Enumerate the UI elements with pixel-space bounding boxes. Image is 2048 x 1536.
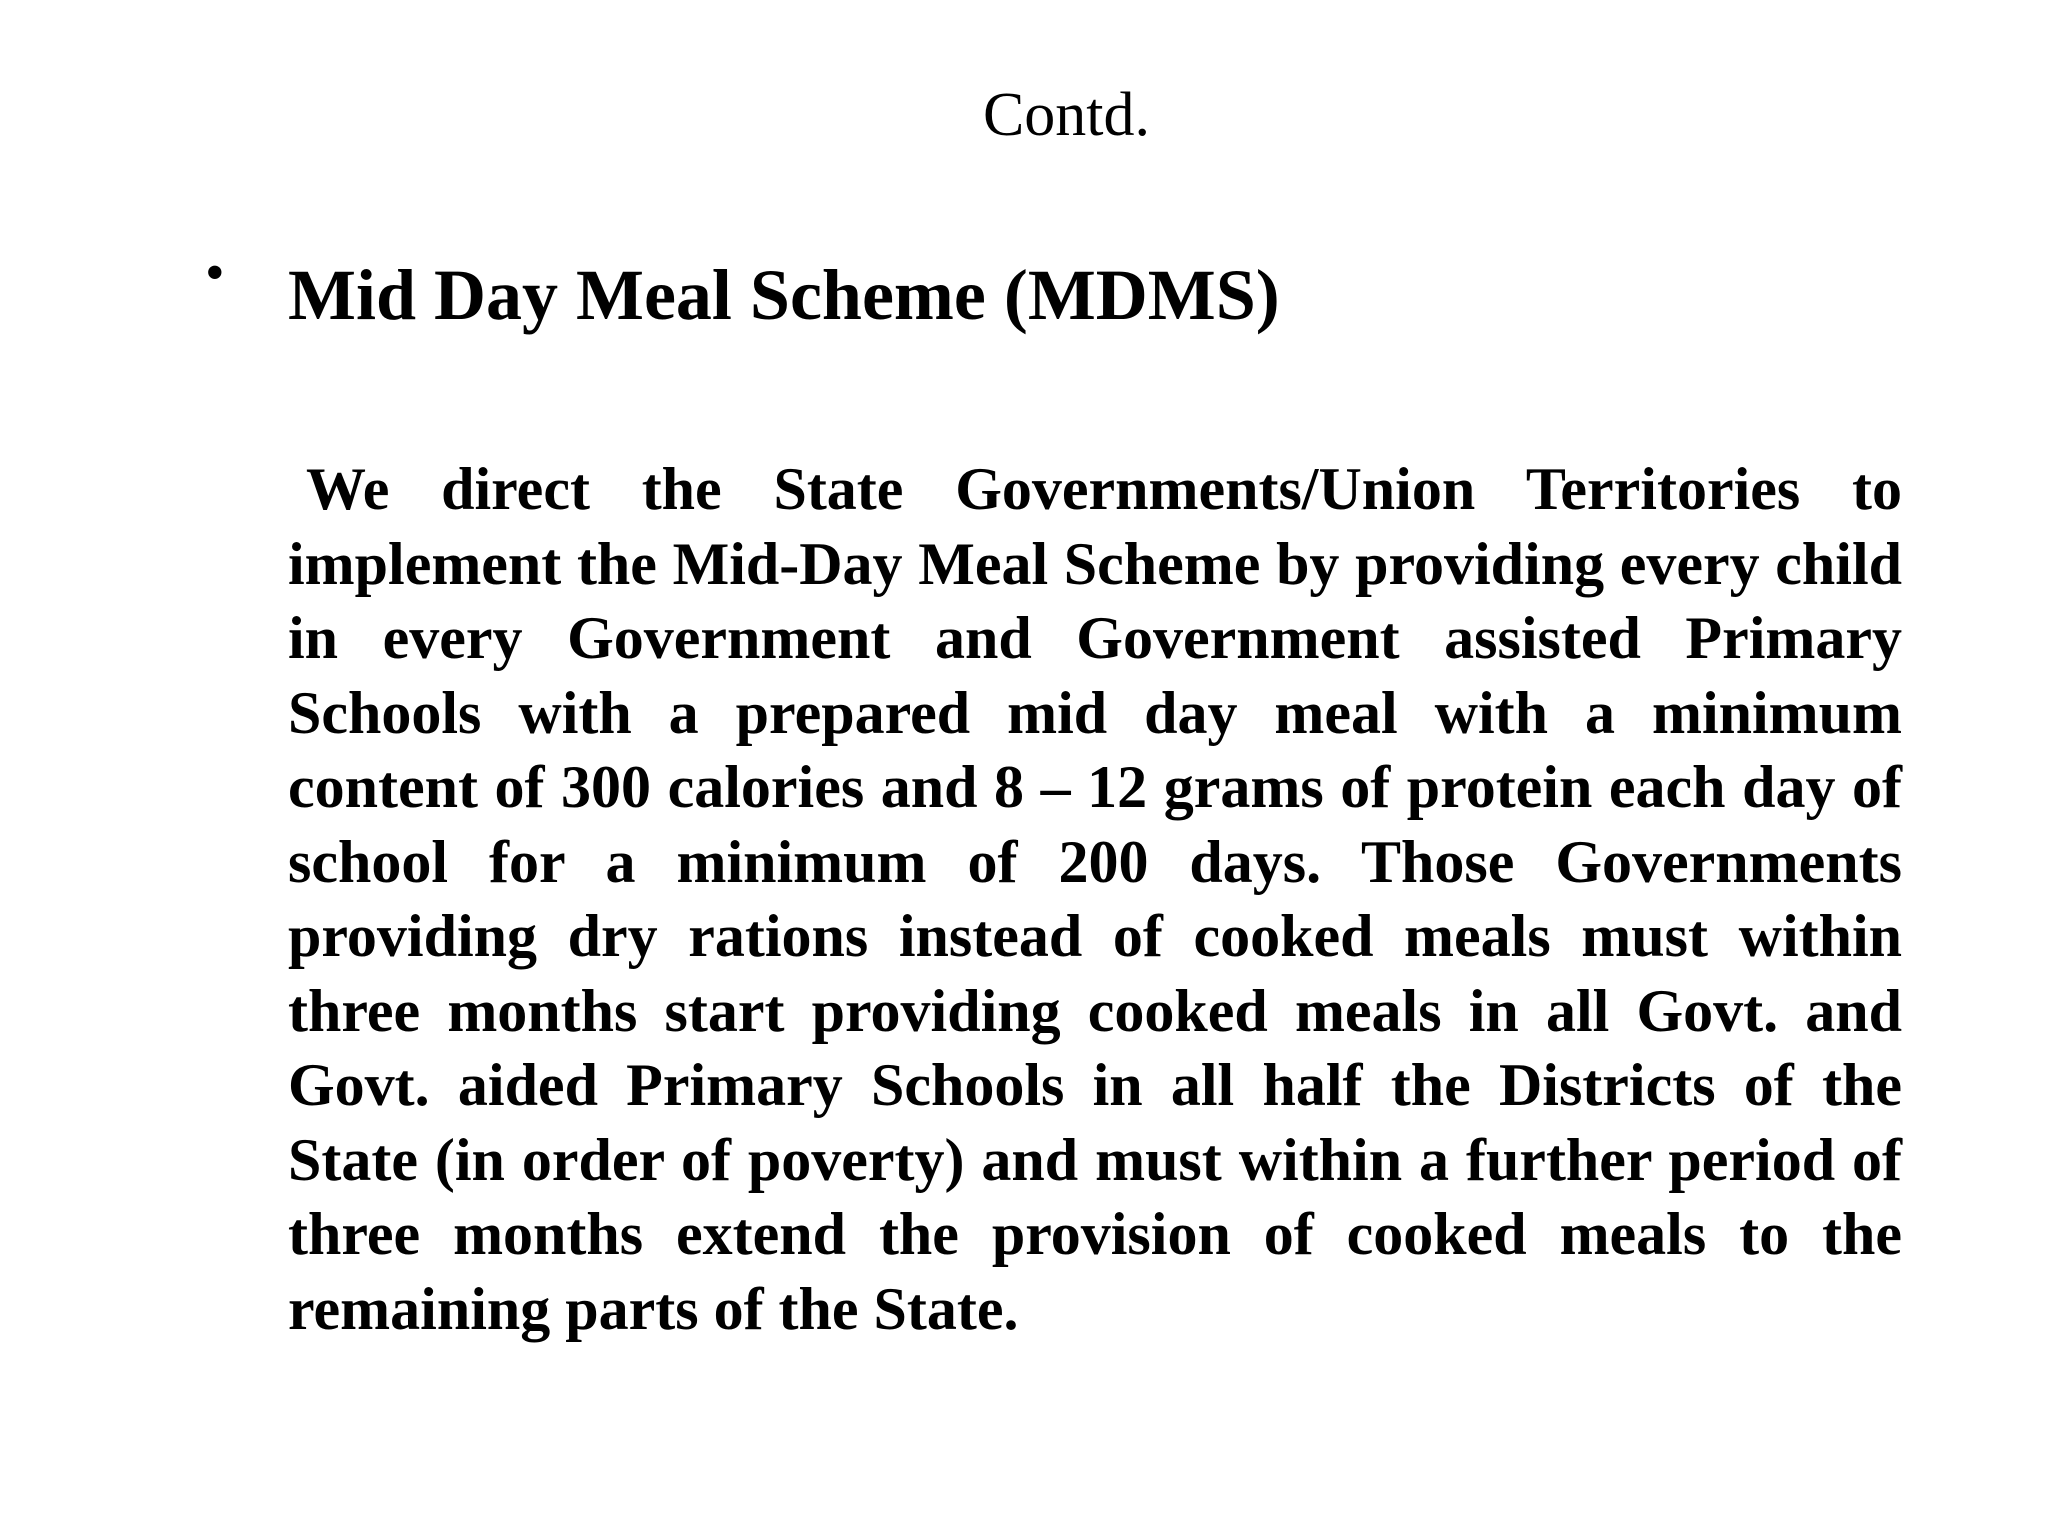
body-paragraph [288, 452, 1902, 1346]
slide-title: Contd. [982, 81, 1151, 149]
bullet-icon: • [205, 242, 225, 304]
body-text: We direct the State Governments/Union Territories to implement the Mid-Day Meal Scheme by providing every child in every Government and Government assisted Primary Schools with a prepared mid day meal with a minimum content of 300 calories and 8 – 12 grams of protein each day of school for a minimum of 200 days. Those Governments providing dry rations instead of cooked meals must within three months start providing cooked meals in all Govt. and Govt. aided Primary Schools in all half the Districts of the State (in order of poverty) and must within a further period of three months extend the provision of cooked meals to the remaining parts of the State. [288, 456, 1902, 1342]
section-heading: Mid Day Meal Scheme (MDMS) [288, 255, 1280, 335]
